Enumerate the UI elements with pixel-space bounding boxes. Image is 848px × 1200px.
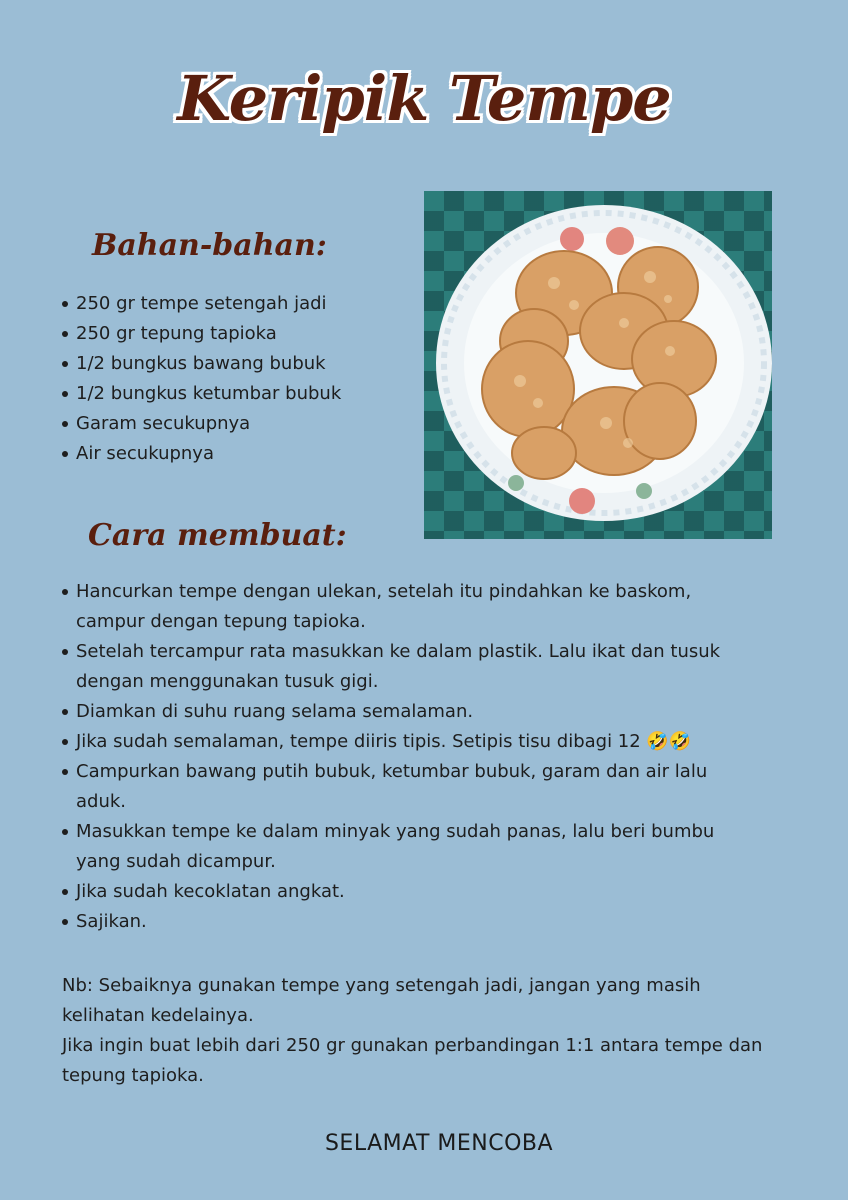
footer-text: SELAMAT MENCOBA [324,1131,554,1156]
list-item: 1/2 bungkus bawang bubuk [60,349,400,379]
list-item: Setelah tercampur rata masukkan ke dalam plastik. Lalu ikat dan tusuk dengan menggunakan tusuk gigi. [60,637,740,697]
list-item: Garam secukupnya [60,409,400,439]
steps-list [60,577,740,937]
list-item: Masukkan tempe ke dalam minyak yang sudah panas, lalu beri bumbu yang sudah dicampur. [60,817,740,877]
list-item: Air secukupnya [60,439,400,469]
note-line-2: Jika ingin buat lebih dari 250 gr gunakan perbandingan 1:1 antara tempe dan tepung tapioka. [62,1035,763,1086]
note [62,971,782,1091]
list-item: Jika sudah kecoklatan angkat. [60,877,740,907]
ingredients-heading: Bahan-bahan: [92,228,327,263]
list-item: Campurkan bawang putih bubuk, ketumbar bubuk, garam dan air lalu aduk. [60,757,740,817]
note-line-1: Nb: Sebaiknya gunakan tempe yang setengah jadi, jangan yang masih kelihatan kedelainya. [62,975,701,1026]
keripik-tempe-photo [424,191,772,539]
ingredients-list [60,289,400,469]
list-item: 250 gr tepung tapioka [60,319,400,349]
steps-heading: Cara membuat: [88,518,347,553]
list-item: Diamkan di suhu ruang selama semalaman. [60,697,740,727]
list-item: 250 gr tempe setengah jadi [60,289,400,319]
list-item: Jika sudah semalaman, tempe diiris tipis. Setipis tisu dibagi 12 🤣🤣 [60,727,740,757]
page-title: Keripik Tempe [177,62,671,135]
list-item: 1/2 bungkus ketumbar bubuk [60,379,400,409]
list-item: Sajikan. [60,907,740,937]
list-item: Hancurkan tempe dengan ulekan, setelah itu pindahkan ke baskom, campur dengan tepung tapioka. [60,577,740,637]
